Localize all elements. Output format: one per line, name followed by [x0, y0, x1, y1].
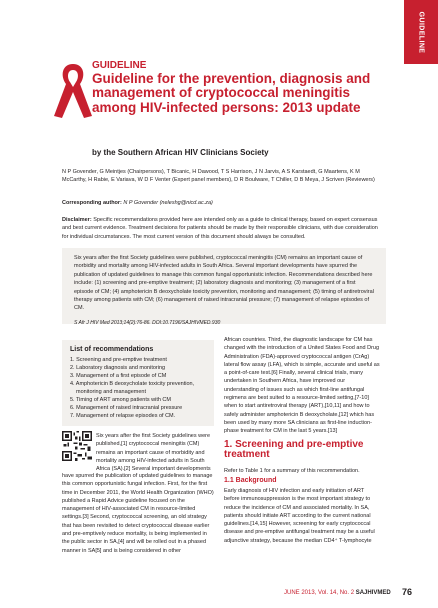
corresponding-text: N P Govender (neleshg@nicd.ac.za): [123, 200, 213, 206]
recommendations-box: [62, 340, 214, 426]
disclaimer: [62, 216, 384, 241]
journal-name: SAJHIVMED: [355, 590, 391, 596]
abstract-box: [62, 248, 386, 324]
article-title: Guideline for the prevention, diagnosis and management of cryptococcal meningitis among HIV-infected persons: 2013 update: [92, 71, 371, 115]
body-text-left-top: Six years after the first Society guidelines were published,[1] cryptococcal meningitis (CM) remains an important cause of morbidity and mortality among HIV-infected adults in South Africa (SA).[2] Several important developments: [96, 433, 211, 473]
recommendations-list: [70, 356, 206, 420]
recommendation-item: 4. Amphotericin B deoxycholate toxicity prevention,: [70, 381, 195, 387]
section-side-tab: [404, 0, 438, 64]
body-text-right: African countries. Third, the diagnostic landscape for CM has changed with the introduction of a United States Food and Drug Administration (FDA)-approved cryptococcal antigen (CrAg) lateral flow assay (LFA), which is simple, accurate and useful as a point-of-care test.[6] Finally, several clinical trials, many undertaken in Southern Africa, have improved our understanding of issues such as which first-line antifungal regimens are best suited to a resource-limited setting,[7-10] when to start antiretroviral therapy (ART),[10,11] and how to safely administer amphotericin B deoxycholate,[12] which has been used by many more SA clinicians as first-line induction-phase treatment for CM in the last 5 years.[13]: [224, 337, 380, 435]
article-kicker: GUIDELINE: [92, 60, 147, 71]
disclaimer-text: Specific recommendations provided here are intended only as a guide to clinical therapy, based on expert consensus and best current evidence. Treatment decisions for patients should be made by their responsible clinicians, with due consideration for individual circumstances. The most current version of this document should always be consulted.: [62, 217, 378, 240]
subsection-text: Early diagnosis of HIV infection and early initiation of ART before immunosuppression is the most important strategy to reduce the incidence of CM and associated mortality. In SA, patients should initiate ART according to the current national guidelines.[14,15] However, screening for early cryptococcal disease and pre-emptive antifungal treatment may be a useful adjunctive strategy, because the median CD4⁺ T-lymphocyte: [224, 488, 375, 544]
subsection-heading: 1.1 Background: [224, 477, 277, 484]
recommendations-heading: List of recommendations: [70, 346, 154, 353]
page-number: 76: [402, 587, 413, 597]
citation: S Afr J HIV Med 2013;14(2):76-86. DOI:10.7196/SAJHIVMED.930: [74, 319, 221, 326]
article-byline: by the Southern African HIV Clinicians Society: [92, 148, 269, 157]
recommendation-item: 6. Management of raised intracranial pressure: [70, 405, 183, 411]
section-heading: 1. Screening and pre-emptive treatment: [224, 439, 364, 460]
recommendation-item: 2. Laboratory diagnosis and monitoring: [70, 365, 166, 371]
disclaimer-label: Disclaimer:: [62, 217, 92, 223]
section-intro: Refer to Table 1 for a summary of this recommendation.: [224, 468, 360, 474]
side-tab-label: GUIDELINE: [417, 11, 425, 53]
qr-code-icon[interactable]: [62, 431, 92, 461]
corresponding-author: [62, 200, 382, 206]
recommendation-item: 3. Management of a first episode of CM: [70, 373, 167, 379]
recommendation-item: monitoring and management: [76, 389, 147, 395]
recommendation-item: 5. Timing of ART among patients with CM: [70, 397, 171, 403]
recommendation-item: 7. Management of relapse episodes of CM.: [70, 413, 176, 419]
red-ribbon-icon: [48, 60, 98, 120]
author-list: N P Govender, G Meintjes (Chairpersons), T Bicanic, H Dawood, T S Harrison, J N Jarvis, A S Karstaedt, G Maartens, K M McCarthy, H Rabie, E Variava, W D F Venter (Expert panel members), D R Boulware, T Chiller, D B Meya, J Scriven (Reviewers): [62, 169, 375, 184]
abstract-text: Six years after the first Society guidelines were published, cryptococcal meningitis (CM) remains an important cause of morbidity and mortality among HIV-infected adults in South Africa. Several important developments have spurred the publication of updated guidelines to manage this common fungal opportunistic infection. Recommendations described here include: (1) screening and pre-emptive treatment; (2) laboratory diagnosis and monitoring; (3) management of a first episode of CM; (4) amphotericin B deoxycholate toxicity prevention, monitoring and management; (5) timing of antiretroviral therapy among patients with CM; (6) management of raised intracranial pressure; (7) management of relapse episodes of CM.: [74, 255, 374, 312]
recommendation-item: 1. Screening and pre-emptive treatment: [70, 357, 167, 363]
issue-info: JUNE 2013, Vol. 14, No. 2: [284, 590, 355, 596]
page-footer: [284, 590, 391, 596]
body-text-left: have spurred the publication of updated guidelines to manage this common opportunistic fungal infection. First, for the first time in December 2011, the World Health Organization (WHO) published a Rapid Advice guideline focused on the management of HIV-associated CM in resource-limited settings.[3] Second, cryptococcal screening, an old strategy that has been revisited to detect cryptococcal disease earlier and pre-emptively reduce mortality, is being implemented in the public sector in SA,[4] and will be rolled out in a phased manner in SA[5] and is being considered in other: [62, 473, 214, 554]
corresponding-label: Corresponding author:: [62, 200, 122, 206]
